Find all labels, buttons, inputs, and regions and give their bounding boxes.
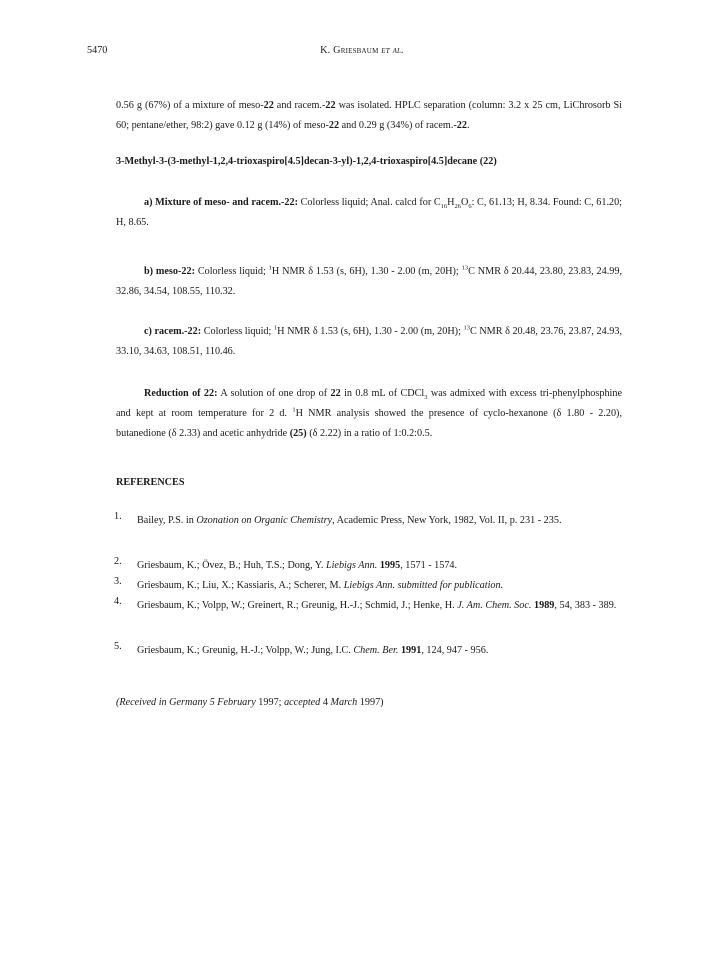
reference-source: Liebigs Ann. submitted for publication. bbox=[343, 580, 504, 591]
reference-item bbox=[114, 556, 620, 575]
reference-item bbox=[114, 596, 620, 634]
compound-ref: 22 bbox=[330, 388, 341, 399]
reference-text bbox=[137, 576, 620, 595]
reduction-label: Reduction of 22: bbox=[144, 388, 218, 399]
section-a-text: Colorless liquid; Anal. calcd for C bbox=[298, 197, 441, 208]
section-a-text: O bbox=[461, 197, 469, 208]
intro-text: . bbox=[466, 120, 470, 131]
reference-item bbox=[114, 576, 620, 595]
received-year: 1997) bbox=[357, 697, 384, 708]
running-title-author: K. Griesbaum bbox=[320, 45, 379, 56]
reference-authors: Griesbaum, K.; Volpp, W.; Greinert, R.; Greunig, H.-J.; Schmid, J.; Henke, H. bbox=[137, 600, 458, 611]
reference-authors: Bailey, P.S. in bbox=[137, 515, 197, 526]
reference-details: , 124, 947 - 956. bbox=[421, 645, 489, 656]
intro-text: and racem.- bbox=[273, 100, 326, 111]
references-heading: REFERENCES bbox=[116, 477, 185, 488]
section-c bbox=[116, 322, 622, 362]
received-text: accepted bbox=[284, 697, 321, 708]
reference-number: 4. bbox=[114, 596, 122, 607]
reference-text bbox=[137, 556, 620, 575]
subscript: 16 bbox=[440, 203, 448, 211]
compound-ref: 22 bbox=[456, 120, 467, 131]
reference-item bbox=[114, 511, 620, 549]
subscript: 26 bbox=[454, 203, 462, 211]
section-c-text: Colorless liquid; bbox=[201, 326, 274, 337]
running-title bbox=[87, 45, 637, 56]
reference-year: 1991 bbox=[400, 645, 422, 656]
section-b-text: Colorless liquid; bbox=[194, 266, 269, 277]
reduction-text: in 0.8 mL of CDCl bbox=[340, 388, 425, 399]
section-b bbox=[116, 262, 622, 302]
section-c-text: C NMR δ 20.48, 23.76, 23.87, 24.93, 33.10, 34.63, 108.51, 110.46. bbox=[116, 326, 622, 357]
compound-ref: 22 bbox=[263, 100, 274, 111]
received-dates bbox=[116, 693, 636, 713]
intro-text: was isolated. HPLC separation (column: 3.2 x 25 cm, LiChrosorb Si 60; pentane/ether, 98:2) gave 0.12 g (14%) of meso- bbox=[116, 100, 622, 131]
reduction-paragraph bbox=[116, 384, 622, 444]
compound-ref: 22 bbox=[325, 100, 336, 111]
compound-ref: 22 bbox=[328, 120, 340, 131]
section-c-text: H NMR δ 1.53 (s, 6H), 1.30 - 2.00 (m, 20H); bbox=[277, 326, 464, 337]
reduction-text: H NMR analysis showed the presence of cyclo-hexanone (δ 1.80 - 2.20), butanedione (δ 2.33) and acetic anhydride bbox=[116, 408, 622, 439]
superscript: 1 bbox=[292, 406, 296, 414]
reduction-text: A solution of one drop of bbox=[217, 388, 331, 399]
reference-year: 1995 bbox=[379, 560, 401, 571]
reference-authors: Griesbaum, K.; Övez, B.; Huh, T.S.; Dong, Y. bbox=[137, 560, 326, 571]
compound-ref: (25) bbox=[289, 428, 307, 439]
reference-number: 2. bbox=[114, 556, 122, 567]
reduction-text: was admixed with excess tri-phenylphosphine and kept at room temperature for 2 d. bbox=[116, 388, 622, 419]
reference-details: , 54, 383 - 389. bbox=[554, 600, 617, 611]
received-day: 4 bbox=[320, 697, 331, 708]
superscript: 13 bbox=[461, 264, 469, 272]
section-b-text: H NMR δ 1.53 (s, 6H), 1.30 - 2.00 (m, 20H); bbox=[271, 266, 462, 277]
reference-source: J. Am. Chem. Soc. bbox=[457, 600, 532, 611]
intro-paragraph bbox=[116, 96, 622, 136]
reference-number: 1. bbox=[114, 511, 122, 522]
superscript: 1 bbox=[273, 324, 278, 332]
section-a-text: H bbox=[447, 197, 455, 208]
reference-source: Ozonation on Organic Chemistry bbox=[196, 515, 333, 526]
reference-text bbox=[137, 641, 620, 660]
section-a-text: : C, 61.13; H, 8.34. Found: C, 61.20; H, 8.65. bbox=[116, 197, 623, 228]
reference-authors: Griesbaum, K.; Liu, X.; Kassiaris, A.; Scherer, M. bbox=[137, 580, 344, 591]
received-text: (Received in Germany 5 February bbox=[116, 697, 256, 708]
intro-text: and 0.29 g (34%) of racem.- bbox=[339, 120, 457, 131]
reference-number: 3. bbox=[114, 576, 122, 587]
section-b-label: b) meso-22: bbox=[144, 266, 195, 277]
section-a-label: a) Mixture of meso- and racem.-22: bbox=[144, 197, 298, 208]
section-b-text: C NMR δ 20.44, 23.80, 23.83, 24.99, 32.86, 34.54, 108.55, 110.32. bbox=[116, 266, 623, 297]
running-title-etal: et al. bbox=[381, 45, 404, 56]
subscript: 6 bbox=[468, 203, 472, 211]
reference-number: 5. bbox=[114, 641, 122, 652]
reference-details: , Academic Press, New York, 1982, Vol. II, p. 231 - 235. bbox=[332, 515, 562, 526]
reference-source: Chem. Ber. bbox=[353, 645, 399, 656]
reference-item bbox=[114, 641, 620, 660]
intro-text: 0.56 g (67%) of a mixture of meso- bbox=[116, 100, 264, 111]
reference-source: Liebigs Ann. bbox=[325, 560, 378, 571]
section-a bbox=[116, 193, 622, 233]
reference-details: , 1571 - 1574. bbox=[400, 560, 458, 571]
reference-text bbox=[137, 596, 620, 615]
received-text: March bbox=[330, 697, 358, 708]
section-c-label: c) racem.-22: bbox=[144, 326, 202, 337]
reference-text bbox=[137, 511, 620, 530]
reduction-text: (δ 2.22) in a ratio of 1:0.2:0.5. bbox=[306, 428, 433, 439]
page-number: 5470 bbox=[87, 45, 108, 56]
subscript: 3 bbox=[424, 394, 428, 402]
reference-year: 1989 bbox=[534, 600, 555, 611]
compound-title: 3-Methyl-3-(3-methyl-1,2,4-trioxaspiro[4.5]decan-3-yl)-1,2,4-trioxaspiro[4.5]decane (22) bbox=[116, 156, 497, 167]
superscript: 1 bbox=[268, 264, 272, 272]
received-year: 1997; bbox=[255, 697, 285, 708]
superscript: 13 bbox=[463, 324, 470, 332]
reference-authors: Griesbaum, K.; Greunig, H.-J.; Volpp, W.; Jung, I.C. bbox=[137, 645, 354, 656]
running-header bbox=[87, 45, 637, 59]
